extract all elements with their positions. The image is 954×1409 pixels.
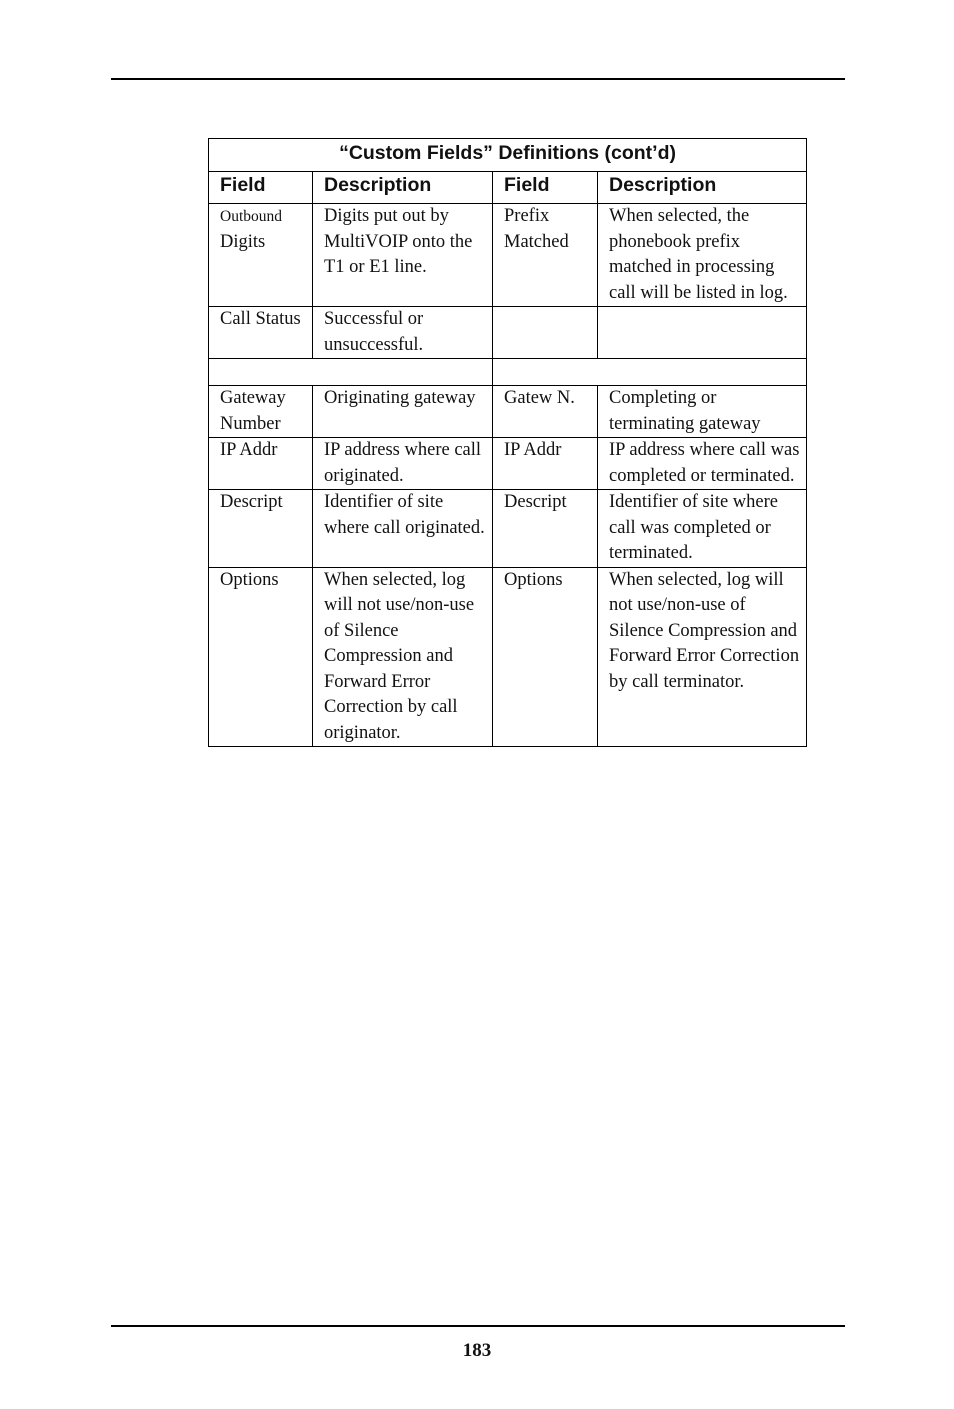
description-cell: When selected, the phonebook prefix matched in processing call will be listed in log.: [598, 204, 807, 307]
table-row: [209, 490, 807, 568]
description-cell: Digits put out by MultiVOIP onto the T1 or E1 line.: [313, 204, 493, 307]
description-cell: Successful or unsuccessful.: [313, 307, 493, 359]
table-row: [209, 386, 807, 438]
description-cell: Completing or terminating gateway: [598, 386, 807, 438]
description-cell: [598, 307, 807, 359]
column-header-field-1: Field: [209, 172, 313, 204]
field-cell: Options: [209, 567, 313, 747]
field-cell: [493, 307, 598, 359]
page-number: 183: [462, 1340, 492, 1361]
field-cell: IP Addr: [493, 438, 598, 490]
table-row: [209, 204, 807, 307]
column-header-description-1: Description: [313, 172, 493, 204]
custom-fields-table: [208, 138, 807, 747]
description-cell: Identifier of site where call was completed or terminated.: [598, 490, 807, 568]
field-cell: Prefix Matched: [493, 204, 598, 307]
spacer-row: [209, 359, 807, 386]
table-header-row: [209, 172, 807, 204]
table-title-row: [209, 139, 807, 172]
field-cell: Gatew N.: [493, 386, 598, 438]
field-cell: Descript: [209, 490, 313, 568]
field-cell: Call Status: [209, 307, 313, 359]
field-label: Digits: [220, 231, 266, 252]
footer-rule: [111, 1325, 845, 1327]
description-cell: When selected, log will not use/non-use of Silence Compression and Forward Error Correction by call terminator.: [598, 567, 807, 747]
description-cell: Identifier of site where call originated.: [313, 490, 493, 568]
table-row: [209, 438, 807, 490]
description-cell: When selected, log will not use/non-use of Silence Compression and Forward Error Correction by call originator.: [313, 567, 493, 747]
empty-cell: [209, 359, 493, 386]
field-cell: IP Addr: [209, 438, 313, 490]
field-cell: Gateway Number: [209, 386, 313, 438]
field-label-prefix: Outbound: [220, 208, 282, 225]
field-cell: Descript: [493, 490, 598, 568]
field-cell: [209, 204, 313, 307]
description-cell: IP address where call was completed or terminated.: [598, 438, 807, 490]
header-rule: [111, 78, 845, 80]
table-row: [209, 307, 807, 359]
description-cell: Originating gateway: [313, 386, 493, 438]
field-cell: Options: [493, 567, 598, 747]
empty-cell: [493, 359, 807, 386]
description-cell: IP address where call originated.: [313, 438, 493, 490]
table-title: “Custom Fields” Definitions (cont’d): [209, 139, 807, 172]
column-header-description-2: Description: [598, 172, 807, 204]
column-header-field-2: Field: [493, 172, 598, 204]
table-row: [209, 567, 807, 747]
